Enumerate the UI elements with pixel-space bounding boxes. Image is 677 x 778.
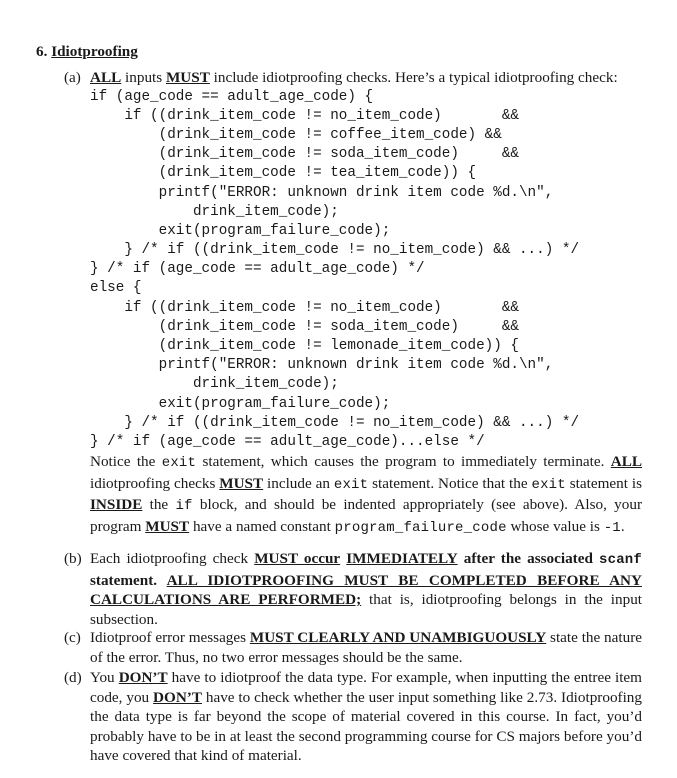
item-c-text bbox=[90, 628, 642, 667]
text-run: Idiotproof error messages bbox=[90, 629, 250, 646]
text-run: inputs bbox=[121, 69, 166, 86]
item-c-label: (c) bbox=[64, 629, 81, 646]
code-line: else { bbox=[90, 280, 142, 297]
code-line: } /* if (age_code == adult_age_code)...else */ bbox=[90, 433, 485, 450]
text-run: MUST bbox=[165, 69, 210, 86]
text-run: statement. Notice that the bbox=[368, 474, 532, 492]
text-run: program_failure_code bbox=[334, 519, 507, 536]
code-line: if (age_code == adult_age_code) { bbox=[90, 88, 374, 105]
code-line: (drink_item_code != lemonade_item_code)) { bbox=[90, 338, 519, 355]
text-run: after the associated bbox=[463, 550, 599, 567]
code-line: if ((drink_item_code != no_item_code) && bbox=[90, 107, 519, 124]
text-run: Notice the bbox=[90, 453, 162, 471]
item-b-text bbox=[90, 549, 642, 629]
text-run: statement is bbox=[565, 474, 642, 492]
text-run: MUST CLEARLY AND UNAMBIGUOUSLY bbox=[249, 629, 547, 646]
item-d bbox=[64, 668, 642, 766]
code-line: } /* if ((drink_item_code != no_item_code) && ...) */ bbox=[90, 242, 580, 259]
text-run: have a named constant bbox=[189, 517, 335, 535]
text-run: include idiotproofing checks. Here’s a typical idiotproofing check: bbox=[209, 69, 618, 86]
code-block bbox=[90, 88, 642, 453]
item-a-notice bbox=[90, 452, 642, 538]
text-run: block, and should be indented appropriately (see above). Also, your program bbox=[90, 496, 643, 535]
text-run: state the nature of the error. Thus, no two error messages should be the same. bbox=[90, 629, 642, 666]
item-b bbox=[64, 549, 642, 629]
text-run: ALL bbox=[610, 453, 642, 471]
code-line: (drink_item_code != soda_item_code) && bbox=[90, 146, 519, 163]
text-run: have to check whether the user input something like 2.73. Idiotproofing the data type is far beyond the scope of material covered in this course. In fact, you’d probably have to be in at least the second programming course for CS majors before you’d have covered that kind of material. bbox=[90, 688, 642, 765]
item-b-label: (b) bbox=[64, 550, 82, 567]
text-run: the bbox=[142, 496, 176, 514]
code-line: } /* if ((drink_item_code != no_item_code) && ...) */ bbox=[90, 414, 580, 431]
item-c bbox=[64, 628, 642, 667]
item-a-intro bbox=[90, 68, 642, 88]
text-run: exit bbox=[161, 455, 197, 472]
text-run: exit bbox=[333, 476, 369, 493]
text-run: statement. bbox=[90, 571, 167, 589]
text-run: MUST occur bbox=[254, 550, 341, 567]
text-run: statement, which causes the program to immediately terminate. bbox=[196, 453, 611, 471]
code-line: printf("ERROR: unknown drink item code %d.\n", bbox=[90, 357, 554, 374]
text-run: ALL bbox=[90, 69, 122, 86]
text-run: . bbox=[620, 517, 625, 535]
text-run: MUST bbox=[145, 517, 190, 535]
code-line: drink_item_code); bbox=[90, 203, 339, 220]
text-run: IMMEDIATELY bbox=[346, 550, 458, 567]
text-run: if bbox=[175, 498, 193, 515]
text-run: You bbox=[90, 669, 119, 686]
text-run: ALL IDIOTPROOFING MUST BE COMPLETED BEFORE ANY CALCULATIONS ARE PERFORMED; bbox=[90, 571, 642, 609]
text-run: INSIDE bbox=[90, 496, 143, 514]
text-run: that is, idiotproofing belongs in the input subsection. bbox=[90, 591, 643, 628]
code-line: (drink_item_code != tea_item_code)) { bbox=[90, 165, 477, 182]
text-run: DON’T bbox=[153, 688, 202, 706]
text-run: idiotproofing checks bbox=[90, 474, 220, 492]
item-d-text bbox=[90, 668, 642, 766]
code-line: (drink_item_code != coffee_item_code) && bbox=[90, 126, 502, 143]
text-run: exit bbox=[531, 476, 566, 493]
code-line: printf("ERROR: unknown drink item code %d.\n", bbox=[90, 184, 554, 201]
item-a-label: (a) bbox=[64, 69, 81, 86]
text-run: Each idiotproofing check bbox=[90, 550, 255, 567]
code-line: if ((drink_item_code != no_item_code) && bbox=[90, 299, 519, 316]
section-heading bbox=[36, 42, 138, 62]
section-number: 6. bbox=[36, 43, 48, 60]
text-run: include an bbox=[263, 474, 334, 492]
text-run: whose value is bbox=[506, 517, 604, 535]
text-run: have to idiotproof the data type. For example, when inputting the entree item code, you bbox=[90, 669, 642, 706]
text-run: DON’T bbox=[118, 669, 168, 686]
code-line: drink_item_code); bbox=[90, 376, 339, 393]
text-run: -1 bbox=[603, 519, 621, 536]
item-a bbox=[64, 68, 642, 539]
section-title: Idiotproofing bbox=[51, 43, 138, 60]
item-d-label: (d) bbox=[64, 669, 82, 686]
code-line: exit(program_failure_code); bbox=[90, 395, 391, 412]
text-run: scanf bbox=[599, 552, 643, 568]
code-line: (drink_item_code != soda_item_code) && bbox=[90, 318, 519, 335]
text-run: MUST bbox=[219, 474, 264, 492]
code-line: exit(program_failure_code); bbox=[90, 222, 391, 239]
code-line: } /* if (age_code == adult_age_code) */ bbox=[90, 261, 425, 278]
